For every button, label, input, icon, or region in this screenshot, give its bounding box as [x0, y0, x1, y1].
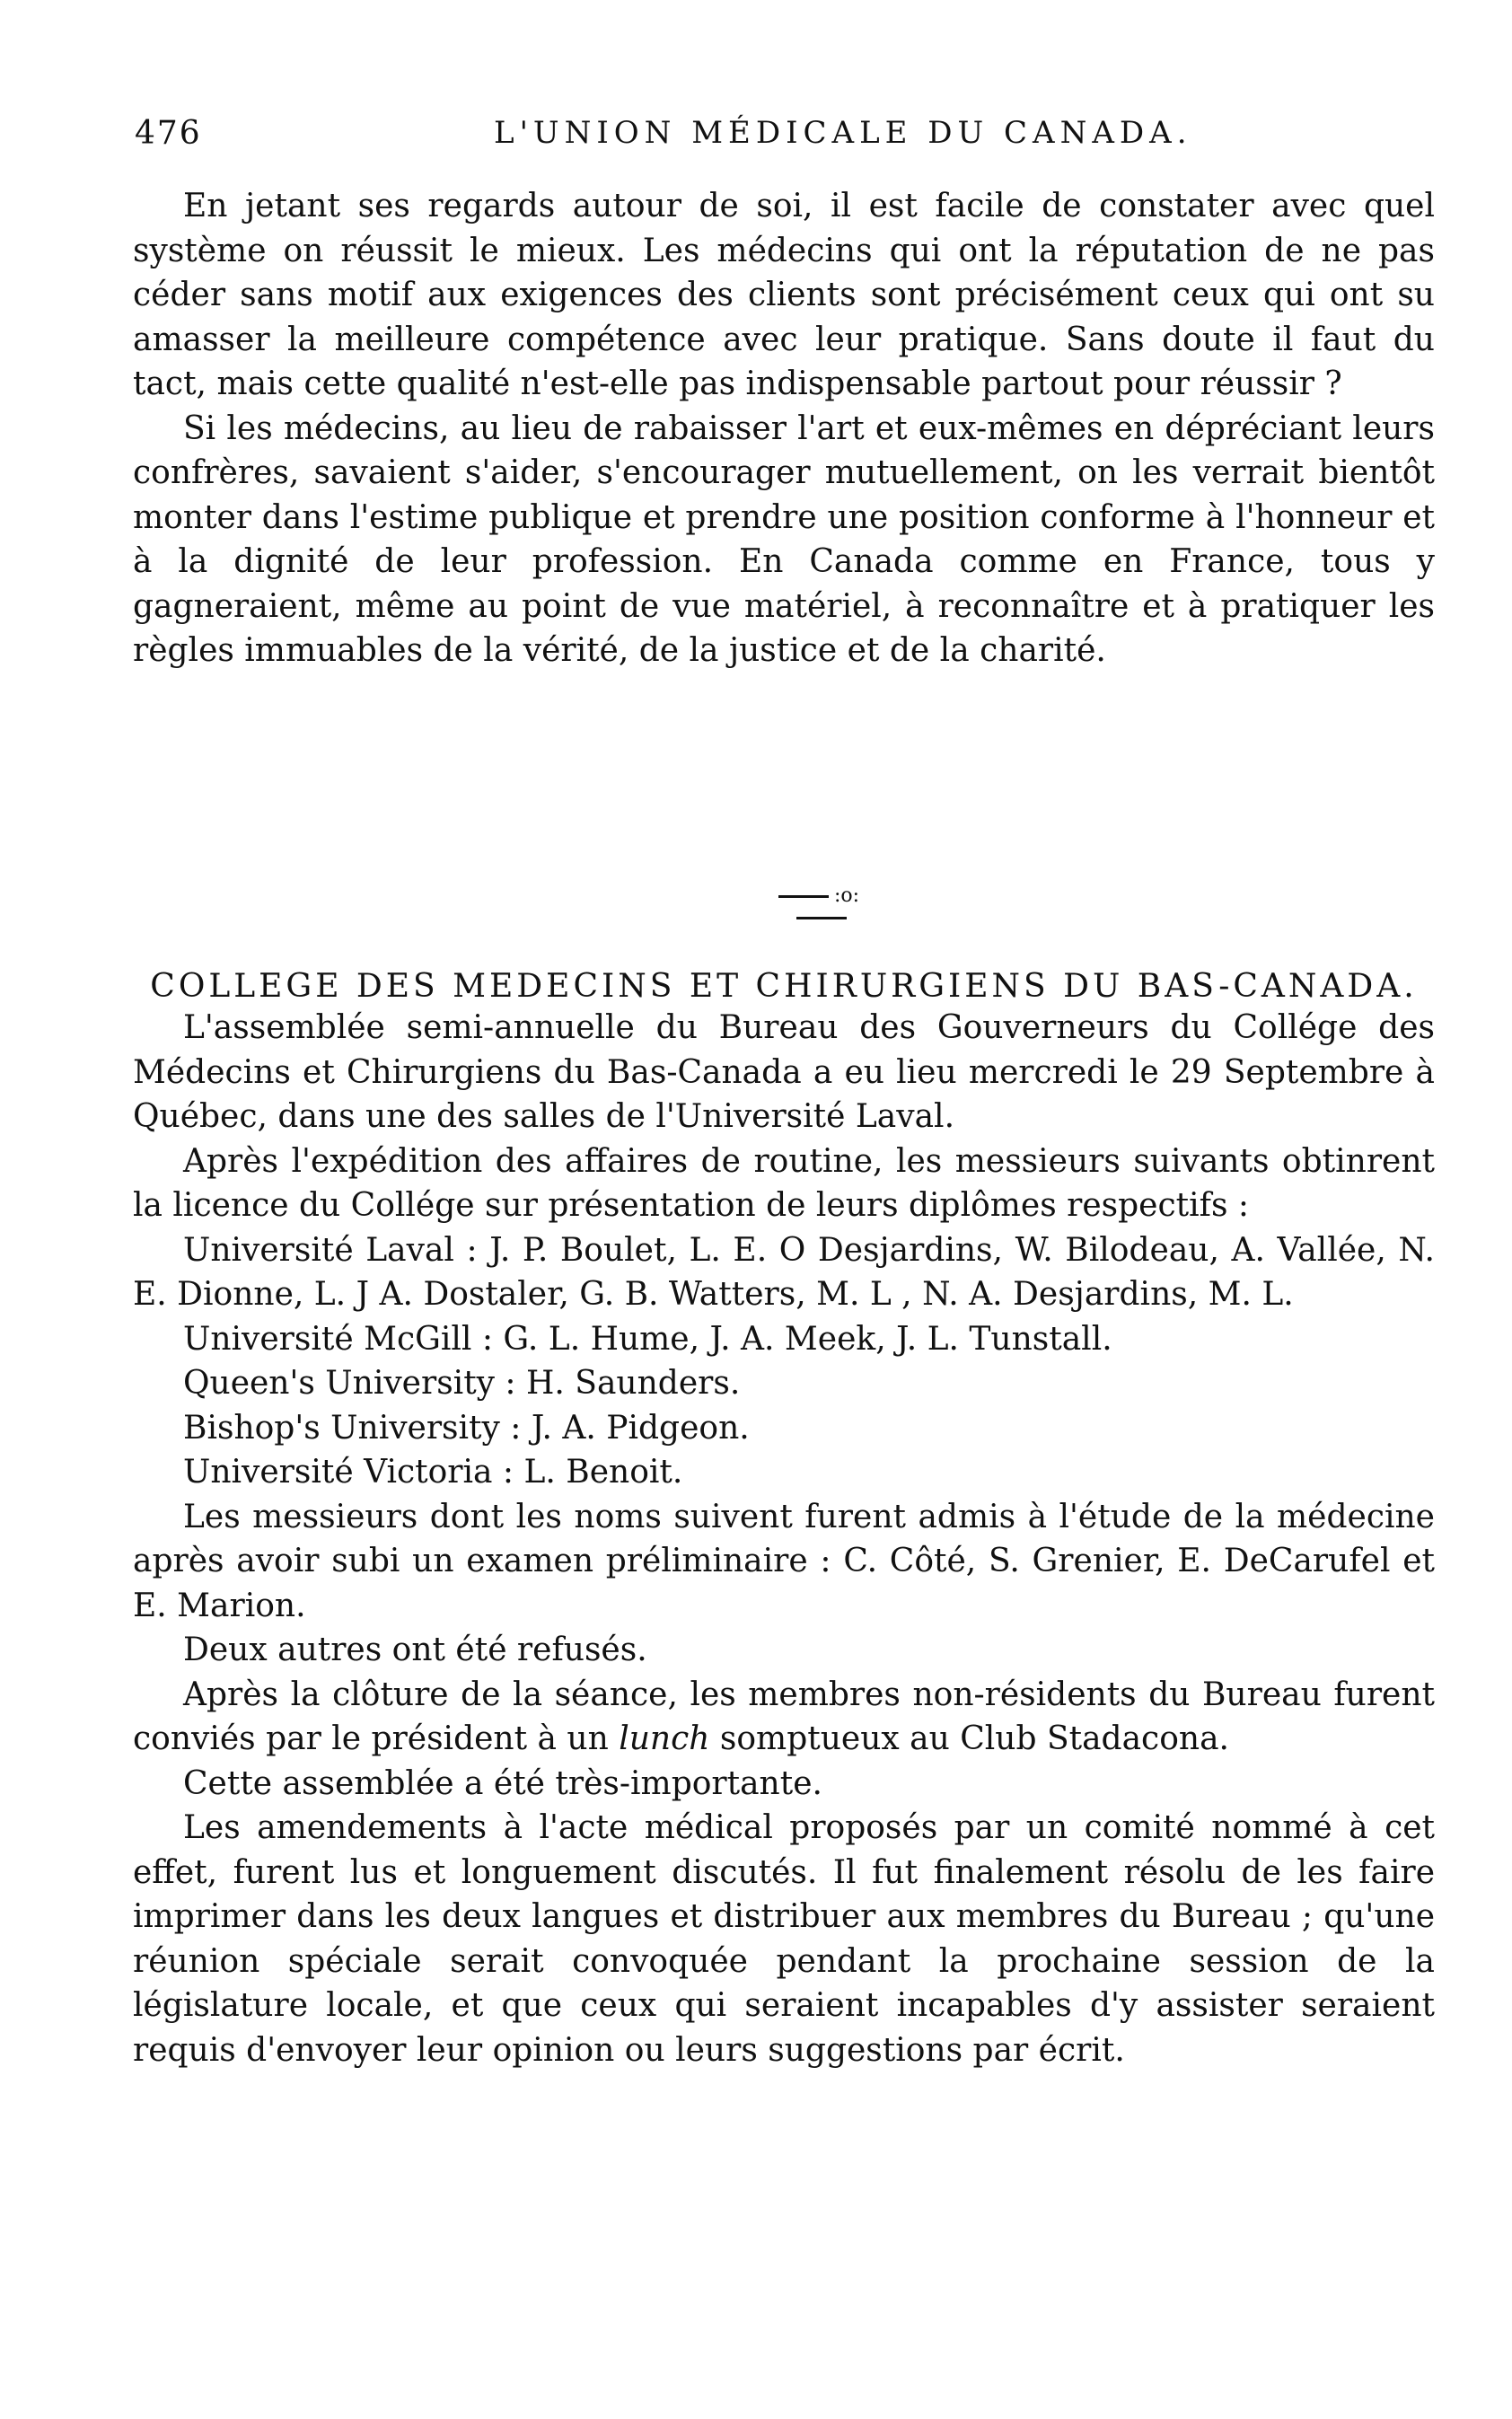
divider-ornament: :o:: [833, 884, 860, 907]
lunch-italic-word: lunch: [619, 1720, 710, 1757]
section-heading: COLLEGE DES MEDECINS ET CHIRURGIENS DU BAS-CANADA.: [150, 967, 1418, 1005]
licence-list-item-laval: Université Laval : J. P. Boulet, L. E. O Desjardins, W. Bilodeau, A. Vallée, N. E. Dionne, L. J A. Dostaler, G. B. Watters, M. L , N. A. Desjardins, M. L.: [133, 1231, 1435, 1313]
paragraph: Cette assemblée a été très-importante.: [183, 1764, 822, 1802]
running-head: [135, 115, 1437, 160]
paragraph-lunch: [133, 1673, 1435, 1762]
divider-rule-right: [796, 917, 847, 919]
paragraph: Si les médecins, au lieu de rabaisser l'art et eux-mêmes en dépréciant leurs confrères, savaient s'aider, s'encourager mutuellement, on les verrait bientôt monter dans l'estime publique et prendre une position conforme à l'honneur et à la dignité de leur profession. En Canada comme en France, tous y gagneraient, même au point de vue matériel, à reconnaître et à pratiquer les règles immuables de la vérité, de la justice et de la charité.: [133, 409, 1435, 669]
paragraph: Après l'expédition des affaires de routine, les messieurs suivants obtinrent la licence du Collége sur présentation de leurs diplômes respectifs :: [133, 1142, 1435, 1224]
section-body: [133, 1006, 1435, 2072]
journal-title: L'UNION MÉDICALE DU CANADA.: [494, 115, 1192, 151]
section-divider: [754, 885, 889, 907]
paragraph: Les amendements à l'acte médical proposés par un comité nommé à cet effet, furent lus et longuement discutés. Il fut finalement résolu de les faire imprimer dans les deux langues et distribuer aux membres du Bureau ; qu'une réunion spéciale serait convoquée pendant la prochaine session de la législature locale, et que ceux qui seraient incapables d'y assister seraient requis d'envoyer leur opinion ou leurs suggestions par écrit.: [133, 1809, 1435, 2069]
paragraph: En jetant ses regards autour de soi, il est facile de constater avec quel système on réussit le mieux. Les médecins qui ont la réputation de ne pas céder sans motif aux exigences des clients sont précisément ceux qui ont su amasser la meilleure compétence avec leur pratique. Sans doute il faut du tact, mais cette qualité n'est-elle pas indispensable partout pour réussir ?: [133, 188, 1435, 402]
paragraph: Les messieurs dont les noms suivent furent admis à l'étude de la médecine après avoir subi un examen préliminaire : C. Côté, S. Grenier, E. DeCarufel et E. Marion.: [133, 1498, 1435, 1624]
page-number: 476: [135, 115, 202, 152]
licence-list-item-victoria: Université Victoria : L. Benoit.: [183, 1454, 683, 1491]
licence-list-item-mcgill: Université McGill : G. L. Hume, J. A. Meek, J. L. Tunstall.: [183, 1320, 1112, 1358]
licence-list-item-bishops: Bishop's University : J. A. Pidgeon.: [183, 1409, 750, 1447]
licence-list-item-queens: Queen's University : H. Saunders.: [183, 1365, 741, 1402]
article-end: [133, 184, 1435, 673]
divider-rule-left: [778, 895, 829, 898]
paragraph: L'assemblée semi-annuelle du Bureau des Gouverneurs du Collége des Médecins et Chirurgiens du Bas-Canada a eu lieu mercredi le 29 Septembre à Québec, dans une des salles de l'Université Laval.: [133, 1009, 1435, 1135]
lunch-text-before: Après la clôture de la séance, les membres non-résidents du Bureau furent conviés par le président à un: [133, 1676, 1435, 1757]
lunch-text-after: somptueux au Club Stadacona.: [709, 1720, 1229, 1757]
paragraph: Deux autres ont été refusés.: [183, 1632, 647, 1668]
